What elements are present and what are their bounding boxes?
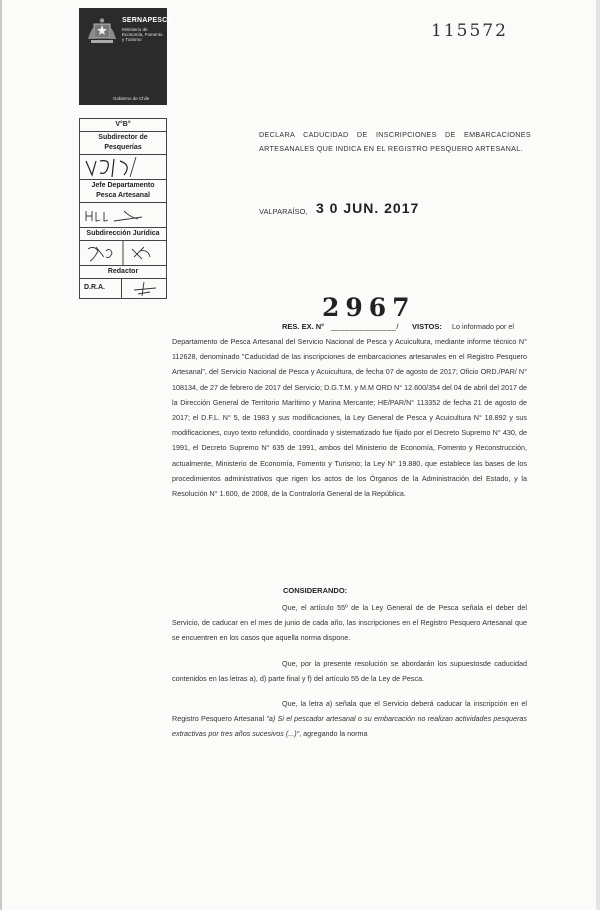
considerando-paragraph-3	[172, 696, 527, 742]
cell-divider	[121, 279, 122, 298]
approval-label-redactor: Redactor	[80, 266, 167, 279]
document-number: 115572	[431, 21, 508, 41]
resolution-blank: ______________/	[331, 322, 399, 331]
considerando-text-2: Que, por la presente resolución se abordarán los supuestosde caducidad contenidos en las letras a), d) parte final y f) del artículo 55 de la Ley de Pesca.	[172, 659, 527, 684]
signature-jefe	[80, 203, 167, 228]
approval-header: V°B°	[80, 119, 167, 132]
scan-edge-right	[596, 0, 600, 910]
approval-table	[79, 118, 167, 299]
considerando-paragraph-2	[172, 656, 527, 686]
sernapesca-logo	[79, 8, 173, 105]
approval-label-jefe: Jefe Departamento Pesca Artesanal	[80, 180, 167, 203]
handwritten-signature	[80, 203, 166, 227]
considerando-text-3-quote: "a) Si el pescador artesanal o su embarcación no realizan actividades pesqueras extractivas por tres años sucesivos (...)"	[172, 714, 527, 739]
considerando-text-3-tail: , agregando la norma	[299, 729, 368, 739]
approval-label-juridica: Subdirección Jurídica	[80, 228, 167, 241]
handwritten-initial	[130, 280, 160, 298]
considerando-text-1: Que, el artículo 55º de la Ley General de de Pesca señala el deber del Servicio, de caducar en el mes de junio de cada año, las inscripciones en el Registro Pesquero Artesanal que se encuentren en los casos que aquella norma dispone.	[172, 603, 527, 643]
scan-edge-left	[0, 0, 2, 910]
date-stamp: 3 0 JUN. 2017	[316, 200, 420, 216]
signature-juridica	[80, 241, 167, 266]
handwritten-signature	[80, 155, 166, 179]
resolution-title: DECLARA CADUCIDAD DE INSCRIPCIONES DE EMBARCACIONES ARTESANALES QUE INDICA EN EL REGISTRO PESQUERO ARTESANAL.	[259, 130, 531, 153]
approval-label-subdirector: Subdirector de Pesquerías	[80, 132, 167, 155]
considerando-text-3-lead: Que, la letra a) señala que el Servicio deberá caducar la inscripción en el Registro Pesquero Artesanal	[172, 699, 527, 724]
ministry-name: Ministerio de Economía, Fomento y Turismo	[122, 27, 163, 42]
vistos-paragraph: Departamento de Pesca Artesanal del Servicio Nacional de Pesca y Acuicultura, mediante informe técnico N° 112628, denominado "Caducidad de las inscripciones de embarcaciones artesanales en el Registro Pesquero Artesanal", del Servicio Nacional de Pesca y Acuicultura, de fecha 07 de agosto de 2017; Oficio ORD./PAR/ N° 108134, de 27 de febrero de 2017 del Servicio; D.G.T.M. y M.M ORD N° 12.600/354 del 04 de abril del 2017 de la Dirección General de Territorio Marítimo y Marina Mercante; HE/PAR/N° 113352 de fecha 21 de agosto de 2017; el D.F.L. N° 5, de 1983 y sus modificaciones, la Ley General de Pesca y Acuicultura N° 18.892 y sus modificaciones, cuyo texto refundido, coordinado y sistematizado fue fijado por el Decreto Supremo N° 430, de 1991, el Decreto Supremo N° 635 de 1991, ambos del Ministerio de Economía, Fomento y Reconstrucción, actualmente, Ministerio de Economía, Fomento y Turismo; la Ley N° 19.880, que establece las bases de los procedimientos administrativos que rigen los actos de los Órganos de la Administración del Estado, y la Resolución N° 1.600, de 2008, de la Contraloría General de la República.	[172, 337, 527, 499]
chile-coat-of-arms-icon	[85, 17, 119, 47]
dra-row	[80, 279, 167, 299]
handwritten-signature	[80, 241, 166, 265]
org-name: SERNAPESCA	[122, 17, 173, 24]
vistos-first-line: Lo informado por el	[452, 322, 514, 331]
signature-subdirector	[80, 155, 167, 180]
gov-label: Gobierno de Chile	[113, 96, 150, 101]
considerando-heading: CONSIDERANDO:	[283, 586, 348, 595]
resolution-label: RES. EX. N°	[282, 322, 325, 331]
considerando-paragraph-1	[172, 600, 527, 646]
dra-label: D.R.A.	[84, 284, 105, 291]
resolution-number: 2967	[322, 293, 416, 322]
place-label: VALPARAÍSO,	[259, 207, 308, 216]
vistos-label: VISTOS:	[412, 322, 442, 331]
